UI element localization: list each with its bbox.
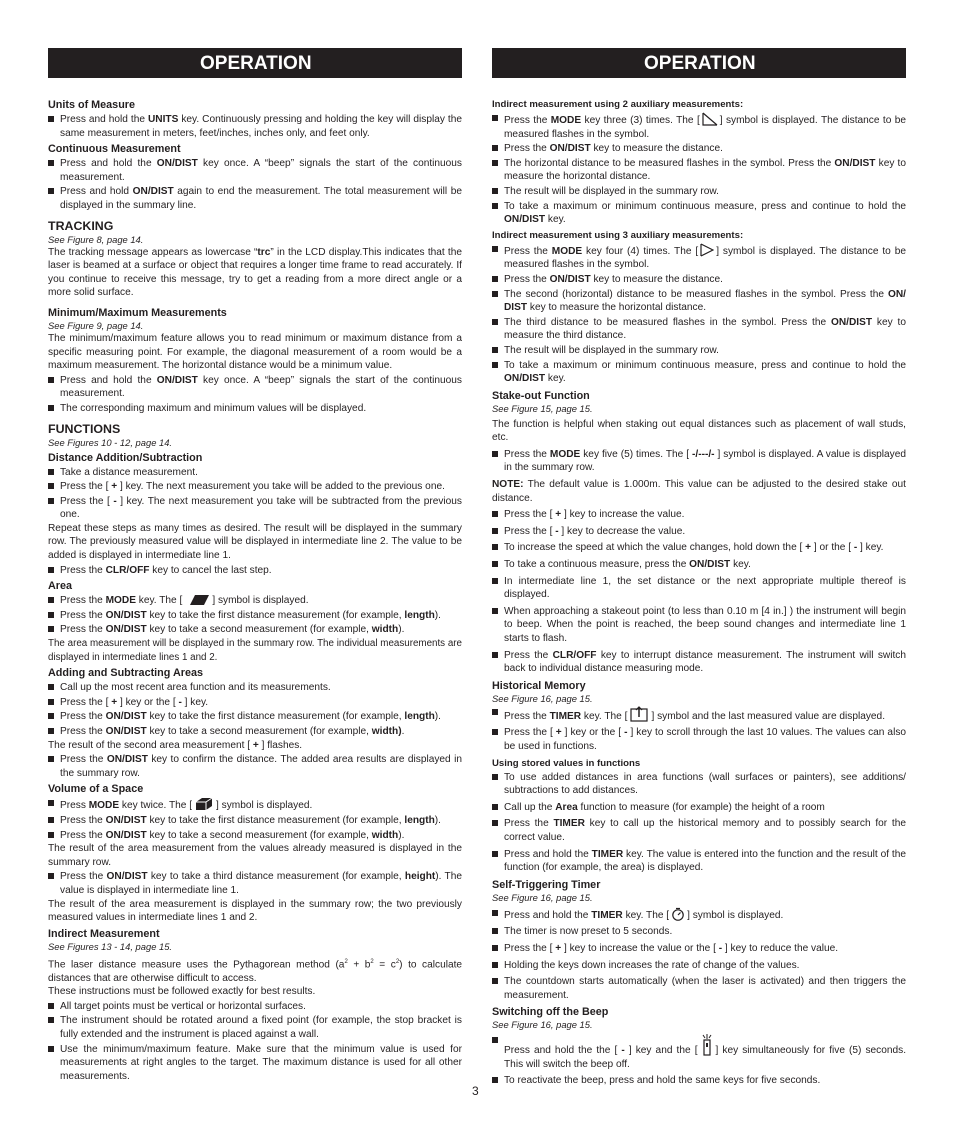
stakeout-bullet-8: Press the CLR/OFF key to interrupt distance measurement. The instrument will switch back to individual distance measuring mode. — [492, 649, 906, 676]
timer-bullet-3: Press the [ + ] key to increase the value or the [ - ] key to reduce the value. — [492, 942, 906, 956]
indirect-bullet-3: Use the minimum/maximum feature. Make sure that the minimum value is used for measurements at right angles to the target. The maximum distance is used for all other measurements. — [48, 1043, 462, 1084]
page-number: 3 — [472, 1084, 479, 1098]
indirect2-bullet-2: Press the ON/DIST key to measure the distance. — [492, 142, 906, 156]
tracking-ref: See Figure 8, page 14. — [48, 233, 144, 245]
indirect-paragraph-1: The laser distance measure uses the Pythagorean method $(a^2 + b^2 = c^2)$ to calculate distances that are otherwise difficult to access. — [48, 958, 463, 984]
addsub-bullet-2: Press the [ + ] key or the [ - ] key. — [48, 696, 462, 710]
beep-bullet-1: Press and hold the the [ - ] key and the [ ] key simultaneously for five (5) seconds. This will switch the beep off. — [492, 1034, 906, 1071]
indirect3-bullet-1: Press the MODE key four (4) times. The [ ] symbol is displayed. The distance to be measured flashes in the symbol. — [492, 243, 906, 272]
timer-ref: See Figure 16, page 15. — [492, 891, 593, 903]
area-title: Area — [48, 580, 73, 593]
addsub-paragraph: The result of the second area measurement [ + ] flashes. — [48, 739, 303, 751]
minmax-paragraph: The minimum/maximum feature allows you to read minimum or maximum distance from a specific measuring point. For example, the diagonal measurement of a room would be a maximum measurement. The horizontal distance would be a minimum value. — [48, 332, 462, 372]
volume-bullet-2: Press the ON/DIST key to take the first distance measurement (for example, length). — [48, 814, 462, 828]
volume-title: Volume of a Space — [48, 783, 144, 796]
minmax-bullet-1: Press and hold the ON/DIST key once. A “beep” signals the start of the continuous measurement. — [48, 374, 462, 401]
volume-bullet-3: Press the ON/DIST key to take a second measurement (for example, width). — [48, 829, 462, 843]
minmax-bullet-2: The corresponding maximum and minimum values will be displayed. — [48, 402, 462, 416]
indirect-bullet-1: All target points must be vertical or horizontal surfaces. — [48, 1000, 462, 1014]
beep-ref: See Figure 16, page 15. — [492, 1019, 593, 1031]
addsub-bullet-4: Press the ON/DIST key to take a second measurement (for example, width). — [48, 725, 462, 739]
minmax-ref: See Figure 9, page 14. — [48, 319, 144, 331]
history-bullet-2: Press the [ + ] key or the [ - ] key to scroll through the last 10 values. The values can also be used in functions. — [492, 726, 906, 753]
laser-device-icon — [700, 1034, 714, 1056]
indirect-paragraph-2: These instructions must be followed exactly for best results. — [48, 986, 316, 998]
stored-title: Using stored values in functions — [492, 757, 641, 769]
functions-ref: See Figures 10 - 12, page 14. — [48, 436, 173, 448]
stakeout-paragraph: The function is helpful when staking out equal distances such as placement of wall studs, etc. — [492, 418, 906, 444]
addsub-bullet-1: Call up the most recent area function and its measurements. — [48, 681, 462, 695]
distance-title: Distance Addition/Subtraction — [48, 451, 203, 464]
left-header: OPERATION — [48, 48, 462, 78]
stakeout-bullet-7: When approaching a stakeout point (to less than 0.10 m [4 in.] ) the instrument will begin to beep. When the point is reached, the beep sound changes and intermediate line 1 starts to flash. — [492, 605, 906, 646]
indirect2-bullet-5: To take a maximum or minimum continuous measure, press and continue to hold the ON/DIST key. — [492, 200, 906, 227]
stakeout-bullet-3: Press the [ - ] key to decrease the value. — [492, 525, 906, 539]
right-header: OPERATION — [492, 48, 906, 78]
addsub-bullet-3: Press the ON/DIST key to take the first distance measurement (for example, length). — [48, 710, 462, 724]
indirect3-bullet-2: Press the ON/DIST key to measure the distance. — [492, 273, 906, 287]
area-paragraph: The area measurement will be displayed in the summary row. The individual measurements are displayed in intermediate lines 1 and 2. — [48, 638, 462, 663]
distance-bullet-2: Press the [ + ] key. The next measurement you take will be added to the previous one. — [48, 480, 462, 494]
functions-title: FUNCTIONS — [48, 421, 121, 436]
left-column — [48, 48, 462, 1083]
indirect-ref: See Figures 13 - 14, page 15. — [48, 940, 173, 952]
history-ref: See Figure 16, page 15. — [492, 692, 593, 704]
continuous-bullet-2: Press and hold ON/DIST again to end the measurement. The total measurement will be displayed in the summary line. — [48, 185, 462, 212]
area-icon — [184, 594, 210, 606]
volume-paragraph-2: The result of the area measurement is displayed in the summary row; the two previously measured values in intermediate lines 1 and 2. — [48, 898, 462, 924]
indirect3-bullet-5: The result will be displayed in the summary row. — [492, 344, 906, 358]
indirect2-bullet-4: The result will be displayed in the summary row. — [492, 185, 906, 199]
indirect3-bullet-4: The third distance to be measured flashes in the symbol. Press the ON/DIST key to measure the third distance. — [492, 316, 906, 343]
stakeout-title: Stake-out Function — [492, 389, 590, 402]
beep-bullet-2: To reactivate the beep, press and hold the same keys for five seconds. — [492, 1074, 906, 1088]
indirect2-title: Indirect measurement using 2 auxiliary measurements: — [492, 99, 744, 110]
volume-bullet-4: Press the ON/DIST key to take a third distance measurement (for example, height). The value is displayed in intermediate line 1. — [48, 870, 462, 897]
timer-icon — [671, 907, 685, 921]
stakeout-bullet-4: To increase the speed at which the value changes, hold down the [ + ] or the [ - ] key. — [492, 541, 906, 555]
history-bullet-1: Press the TIMER key. The [ ] symbol and the last measured value are displayed. — [492, 706, 906, 724]
distance-paragraph: Repeat these steps as many times as desired. The result will be displayed in the summary row. The previously measured value will be displayed in intermediate line 2. The value to be added is displayed in intermediate line 1. — [48, 522, 462, 562]
beep-title: Switching off the Beep — [492, 1006, 609, 1019]
timer-bullet-4: Holding the keys down increases the rate of change of the values. — [492, 959, 906, 973]
stakeout-bullet-5: To take a continuous measure, press the ON/DIST key. — [492, 558, 906, 572]
volume-icon — [194, 797, 214, 811]
stakeout-ref: See Figure 15, page 15. — [492, 402, 593, 414]
indirect-3-icon — [700, 243, 714, 257]
stakeout-note: NOTE: The default value is 1.000m. This value can be adjusted to the desired stake out distance. — [492, 479, 906, 504]
indirect-title: Indirect Measurement — [48, 927, 160, 940]
distance-bullet-4: Press the CLR/OFF key to cancel the last step. — [48, 564, 462, 578]
area-bullet-1: Press the MODE key. The [ ] symbol is displayed. — [48, 594, 462, 608]
area-bullet-2: Press the ON/DIST key to take the first distance measurement (for example, length). — [48, 609, 462, 623]
addsub-bullet-5: Press the ON/DIST key to confirm the distance. The added area results are displayed in the summary row. — [48, 753, 462, 780]
stored-bullet-4: Press and hold the TIMER key. The value is entered into the function and the result of the function (for example, the area) is displayed. — [492, 848, 906, 875]
timer-bullet-5: The countdown starts automatically (when the laser is activated) and then triggers the measurement. — [492, 975, 906, 1002]
right-column — [492, 48, 906, 1088]
history-icon — [629, 706, 649, 722]
distance-bullet-3: Press the [ - ] key. The next measurement you take will be subtracted from the previous one. — [48, 495, 462, 522]
units-title: Units of Measure — [48, 99, 135, 111]
indirect2-bullet-3: The horizontal distance to be measured flashes in the symbol. Press the ON/DIST key to measure the horizontal distance. — [492, 157, 906, 184]
volume-bullet-1: Press MODE key twice. The [ ] symbol is displayed. — [48, 797, 462, 813]
stored-bullet-2: Call up the Area function to measure (for example) the height of a room — [492, 801, 906, 815]
tracking-paragraph: The tracking message appears as lowercase “trc” in the LCD display.This indicates that the laser is beamed at a surface or object that requires a longer time frame to read accurately. If you continue to receive this message, try to get a reading from a more direct angle or a more solid surface. — [48, 246, 462, 299]
units-bullet-1: Press and hold the UNITS key. Continuously pressing and holding the key will display the same measurement in meters, feet/inches, inches only, and feet only. — [48, 113, 462, 140]
continuous-bullet-1: Press and hold the ON/DIST key once. A “beep” signals the start of the continuous measurement. — [48, 157, 462, 184]
timer-title: Self-Triggering Timer — [492, 878, 601, 891]
indirect-bullet-2: The instrument should be rotated around a fixed point (for example, the stop bracket is fully extended and the instrument is placed against a wall. — [48, 1014, 462, 1041]
minmax-title: Minimum/Maximum Measurements — [48, 306, 227, 319]
timer-bullet-2: The timer is now preset to 5 seconds. — [492, 925, 906, 939]
continuous-title: Continuous Measurement — [48, 143, 181, 156]
indirect3-bullet-6: To take a maximum or minimum continuous measure, press and continue to hold the ON/DIST key. — [492, 359, 906, 386]
indirect3-bullet-3: The second (horizontal) distance to be measured flashes in the symbol. Press the ON/ DIST key to measure the horizontal distance. — [492, 288, 906, 315]
stakeout-bullet-2: Press the [ + ] key to increase the value. — [492, 508, 906, 522]
timer-bullet-1: Press and hold the TIMER key. The [ ] symbol is displayed. — [492, 907, 906, 923]
indirect2-bullet-1: Press the MODE key three (3) times. The [ ] symbol is displayed. The distance to be measured flashes in the symbol. — [492, 112, 906, 141]
distance-bullet-1: Take a distance measurement. — [48, 466, 462, 480]
history-title: Historical Memory — [492, 679, 586, 692]
indirect-2-icon — [702, 112, 718, 126]
indirect3-title: Indirect measurement using 3 auxiliary measurements: — [492, 229, 744, 241]
stakeout-bullet-1: Press the MODE key five (5) times. The [ -/---/- ] symbol is displayed. A value is displayed in the summary row. — [492, 448, 906, 475]
addsub-title: Adding and Subtracting Areas — [48, 667, 203, 680]
stored-bullet-3: Press the TIMER key to call up the historical memory and to possibly search for the correct value. — [492, 817, 906, 844]
tracking-title: TRACKING — [48, 218, 114, 233]
stored-bullet-1: To use added distances in area functions (wall surfaces or painters), see additions/ subtractions to add distances. — [492, 771, 906, 798]
volume-paragraph-1: The result of the area measurement from the values already measured is displayed in the summary row. — [48, 843, 462, 868]
area-bullet-3: Press the ON/DIST key to take a second measurement (for example, width). — [48, 623, 462, 637]
stakeout-bullet-6: In intermediate line 1, the set distance or the next appropriate multiple thereof is displayed. — [492, 575, 906, 602]
